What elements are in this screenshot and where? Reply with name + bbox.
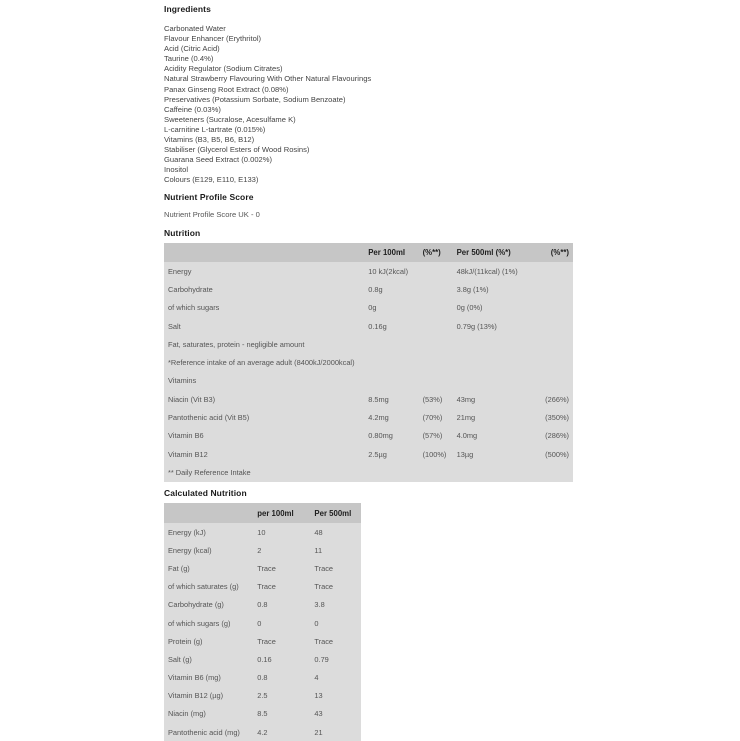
footnote-daily-reference: ** Daily Reference Intake: [168, 467, 251, 477]
cell: 21: [314, 727, 323, 737]
ingredient-item: Caffeine (0.03%): [164, 104, 221, 114]
ingredient-item: Flavour Enhancer (Erythritol): [164, 34, 262, 44]
column-header: Per 500ml: [310, 503, 361, 523]
table-row: [164, 262, 573, 280]
cell: 4.2mg: [368, 413, 389, 423]
table-row: [164, 723, 361, 741]
cell: [527, 262, 573, 280]
cell: Vitamin B12 (µg): [168, 691, 224, 701]
nutrient-profile-heading: Nutrient Profile Score: [164, 192, 254, 202]
table-row: [164, 650, 361, 668]
table-note-row: [164, 372, 573, 390]
table-row: [164, 445, 573, 463]
ingredient-item: L-carnitine L-tartrate (0.015%): [164, 124, 266, 134]
ingredient-item: Guarana Seed Extract (0.002%): [164, 155, 273, 165]
ingredient-item: Panax Ginseng Root Extract (0.08%): [164, 84, 289, 94]
cell: (57%): [422, 431, 443, 441]
cell: 13µg: [456, 449, 474, 459]
cell: 2.5: [257, 691, 268, 701]
cell: Trace: [257, 582, 276, 592]
cell: Protein (g): [168, 636, 203, 646]
cell: Energy: [168, 266, 192, 276]
table-row: [164, 523, 361, 541]
cell: Niacin (Vit B3): [168, 394, 216, 404]
table-row: [164, 299, 573, 317]
cell: 4.0mg: [456, 431, 478, 441]
ingredient-item: Acid (Citric Acid): [164, 44, 220, 54]
table-note-row: [164, 353, 573, 371]
cell: 0.8: [257, 600, 268, 610]
ingredient-item: Preservatives (Potassium Sorbate, Sodium Benzoate): [164, 94, 346, 104]
cell: [419, 317, 453, 335]
cell: 0g: [368, 303, 377, 313]
ingredient-item: Taurine (0.4%): [164, 54, 214, 64]
cell: 10: [257, 527, 266, 537]
cell: Fat (g): [168, 563, 190, 573]
table-row: [164, 317, 573, 335]
cell: 43: [314, 709, 323, 719]
table-header-row: [164, 503, 361, 523]
cell: 0.79: [314, 654, 329, 664]
cell: of which sugars (g): [168, 618, 231, 628]
cell: Energy (kcal): [168, 545, 212, 555]
cell: 0: [314, 618, 319, 628]
table-note-row: [164, 463, 573, 481]
cell: Niacin (mg): [168, 709, 206, 719]
table-row: [164, 669, 361, 687]
cell: Carbohydrate: [168, 284, 213, 294]
nutrient-profile-score: Nutrient Profile Score UK - 0: [164, 210, 260, 219]
cell: 0.8: [257, 673, 268, 683]
cell: Carbohydrate (g): [168, 600, 224, 610]
table-row: [164, 427, 573, 445]
cell: Pantothenic acid (Vit B5): [168, 413, 250, 423]
cell: 0.80mg: [368, 431, 393, 441]
cell: (266%): [545, 394, 569, 404]
cell: (53%): [422, 394, 443, 404]
column-header: (%**): [527, 243, 573, 262]
column-header: per 100ml: [253, 503, 310, 523]
calculated-nutrition-heading: Calculated Nutrition: [164, 488, 247, 498]
cell: 43mg: [456, 394, 476, 404]
cell: 8.5: [257, 709, 268, 719]
cell: of which sugars: [168, 303, 220, 313]
cell: 13: [314, 691, 323, 701]
cell: 4.2: [257, 727, 268, 737]
cell: [527, 317, 573, 335]
ingredient-item: Colours (E129, E110, E133): [164, 175, 259, 185]
table-note-row: [164, 335, 573, 353]
cell: 4: [314, 673, 319, 683]
cell: Trace: [257, 636, 276, 646]
calculated-nutrition-table: [164, 503, 361, 741]
note-negligible: Fat, saturates, protein - negligible amount: [168, 339, 305, 349]
table-row: [164, 390, 573, 408]
cell: 0.79g (13%): [456, 321, 497, 331]
cell: Pantothenic acid (mg): [168, 727, 240, 737]
ingredient-item: Acidity Regulator (Sodium Citrates): [164, 64, 283, 74]
cell: Vitamin B12: [168, 449, 208, 459]
cell: [419, 280, 453, 298]
ingredient-item: Sweeteners (Sucralose, Acesulfame K): [164, 114, 296, 124]
cell: [419, 262, 453, 280]
cell: Vitamin B6 (mg): [168, 673, 221, 683]
cell: (70%): [422, 413, 443, 423]
ingredient-item: Natural Strawberry Flavouring With Other Natural Flavourings: [164, 74, 372, 84]
ingredient-item: Stabiliser (Glycerol Esters of Wood Rosins): [164, 145, 310, 155]
cell: 3.8g (1%): [456, 284, 489, 294]
cell: 10 kJ(2kcal): [368, 266, 409, 276]
cell: 0g (0%): [456, 303, 483, 313]
cell: 48: [314, 527, 323, 537]
cell: of which saturates (g): [168, 582, 239, 592]
ingredients-heading: Ingredients: [164, 4, 211, 14]
table-row: [164, 408, 573, 426]
cell: Salt: [168, 321, 181, 331]
ingredient-item: Inositol: [164, 165, 189, 175]
column-header: [164, 243, 364, 262]
cell: [527, 299, 573, 317]
cell: (500%): [545, 449, 569, 459]
cell: Trace: [314, 563, 334, 573]
column-header: Per 500ml (%*): [453, 243, 528, 262]
nutrition-table: [164, 243, 573, 482]
ingredient-item: Carbonated Water: [164, 24, 226, 33]
cell: Vitamin B6: [168, 431, 204, 441]
ingredients-list: [164, 24, 371, 186]
cell: [527, 280, 573, 298]
table-row: [164, 632, 361, 650]
cell: 8.5mg: [368, 394, 389, 404]
cell: 48kJ/(11kcal) (1%): [456, 266, 518, 276]
cell: [419, 299, 453, 317]
nutrition-heading: Nutrition: [164, 228, 201, 238]
cell: Salt (g): [168, 654, 192, 664]
cell: 0.16g: [368, 321, 387, 331]
cell: (286%): [545, 431, 569, 441]
cell: Trace: [257, 563, 276, 573]
table-row: [164, 705, 361, 723]
cell: 21mg: [456, 413, 476, 423]
table-row: [164, 541, 361, 559]
cell: (350%): [545, 413, 569, 423]
cell: 0.8g: [368, 284, 383, 294]
cell: 11: [314, 545, 323, 555]
column-header: [164, 503, 253, 523]
note-reference-intake: *Reference intake of an average adult (8400kJ/2000kcal): [168, 358, 355, 368]
cell: Energy (kJ): [168, 527, 206, 537]
cell: 0: [257, 618, 262, 628]
table-row: [164, 687, 361, 705]
cell: 3.8: [314, 600, 325, 610]
table-header-row: [164, 243, 573, 262]
table-row: [164, 596, 361, 614]
cell: (100%): [422, 449, 447, 459]
table-row: [164, 280, 573, 298]
cell: 2: [257, 545, 262, 555]
cell: Trace: [314, 582, 334, 592]
cell: Trace: [314, 636, 334, 646]
table-row: [164, 614, 361, 632]
cell: 0.16: [257, 654, 272, 664]
note-vitamins: Vitamins: [168, 376, 197, 386]
ingredient-item: Vitamins (B3, B5, B6, B12): [164, 135, 255, 145]
cell: 2.5µg: [368, 449, 387, 459]
column-header: Per 100ml: [364, 243, 418, 262]
column-header: (%**): [419, 243, 453, 262]
table-row: [164, 578, 361, 596]
table-row: [164, 559, 361, 577]
